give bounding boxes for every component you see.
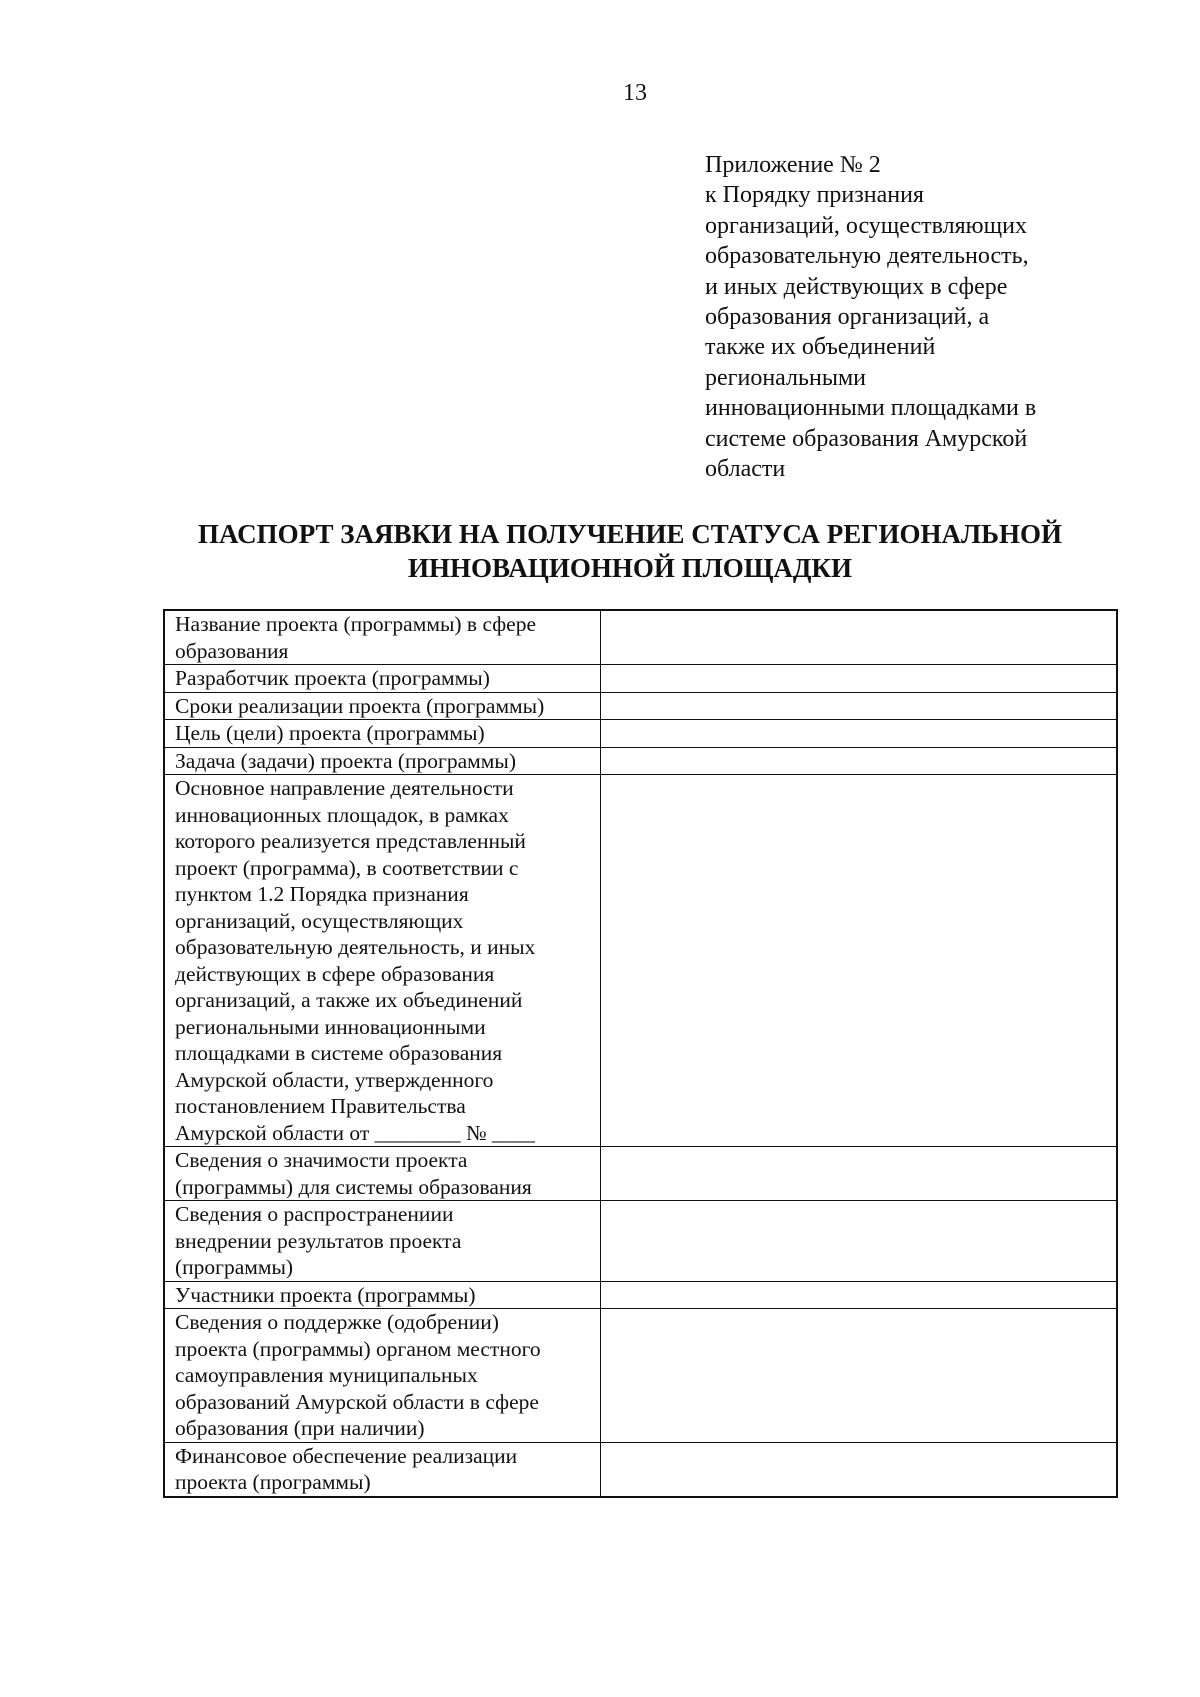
label-line: инновационных площадок, в рамках <box>175 802 509 827</box>
row-value[interactable] <box>601 1147 1116 1200</box>
table-row <box>165 719 1116 747</box>
appendix-line: инновационными площадками в <box>705 395 1037 422</box>
appendix-line: Приложение № 2 <box>705 152 881 178</box>
title-line: ИННОВАЦИОННОЙ ПЛОЩАДКИ <box>408 553 852 583</box>
label-line: постановлением Правительства <box>175 1094 466 1118</box>
label-line: образовательную деятельность, и иных <box>175 935 536 959</box>
table-row <box>165 692 1116 720</box>
label-line: организаций, а также их объединений <box>175 988 523 1012</box>
label-line: региональными инновационными <box>175 1014 486 1039</box>
row-value[interactable] <box>601 720 1116 747</box>
label-line: Амурской области, утвержденного <box>175 1067 494 1092</box>
label-line: пунктом 1.2 Порядка признания <box>175 882 469 906</box>
label-line: Сведения о поддержке (одобрении) <box>175 1310 499 1334</box>
label-line: которого реализуется представленный <box>175 829 526 853</box>
table-row <box>165 747 1116 775</box>
row-label <box>165 775 601 1146</box>
label-line: Задача (задачи) проекта (программы) <box>175 748 516 773</box>
table-row <box>165 1308 1116 1442</box>
title-line: ПАСПОРТ ЗАЯВКИ НА ПОЛУЧЕНИЕ СТАТУСА РЕГИОНАЛЬНОЙ <box>198 519 1062 549</box>
table-row <box>165 1442 1116 1496</box>
label-line: площадками в системе образования <box>175 1041 503 1065</box>
label-line: Сведения о значимости проекта <box>175 1148 468 1172</box>
appendix-note <box>705 150 1105 484</box>
label-line: Основное направление деятельности <box>175 776 514 800</box>
label-line: Участники проекта (программы) <box>175 1282 476 1307</box>
table-row <box>165 1200 1116 1281</box>
appendix-line: образования организаций, а <box>705 304 990 331</box>
label-line: образования <box>175 638 289 663</box>
table-row <box>165 774 1116 1146</box>
appendix-line: системе образования Амурской <box>705 425 1028 452</box>
passport-table <box>163 609 1118 1498</box>
row-value[interactable] <box>601 1201 1116 1281</box>
row-label <box>165 1147 601 1200</box>
label-line: Финансовое обеспечение реализации <box>175 1443 518 1468</box>
label-line: Сроки реализации проекта (программы) <box>175 693 545 718</box>
table-row <box>165 1281 1116 1309</box>
label-line: Цель (цели) проекта (программы) <box>175 721 485 745</box>
appendix-line: региональными <box>705 364 866 391</box>
row-value[interactable] <box>601 611 1116 664</box>
label-line: Название проекта (программы) в сфере <box>175 612 537 636</box>
label-line: проекта (программы) органом местного <box>175 1336 541 1361</box>
row-label <box>165 693 601 720</box>
table-row <box>165 1146 1116 1200</box>
row-value[interactable] <box>601 1282 1116 1309</box>
appendix-line: к Порядку признания <box>705 182 924 209</box>
page-number: 13 <box>623 80 647 106</box>
row-label <box>165 748 601 775</box>
table-row <box>165 664 1116 692</box>
row-value[interactable] <box>601 775 1116 1146</box>
label-line: (программы) для системы образования <box>175 1174 532 1199</box>
label-line: действующих в сфере образования <box>175 961 495 986</box>
row-label <box>165 611 601 664</box>
label-line: Сведения о распространениии <box>175 1202 454 1226</box>
row-label <box>165 1443 601 1496</box>
appendix-line: организаций, осуществляющих <box>705 212 1027 239</box>
row-value[interactable] <box>601 693 1116 720</box>
row-label <box>165 665 601 692</box>
row-label <box>165 1309 601 1442</box>
document-title <box>170 517 1090 585</box>
row-label <box>165 720 601 747</box>
appendix-line: образовательную деятельность, <box>705 243 1029 270</box>
row-label <box>165 1282 601 1309</box>
table-row <box>165 611 1116 664</box>
label-line: самоуправления муниципальных <box>175 1363 478 1387</box>
row-value[interactable] <box>601 665 1116 692</box>
row-value[interactable] <box>601 748 1116 775</box>
appendix-line: также их объединений <box>705 334 936 361</box>
label-line: проекта (программы) <box>175 1470 371 1494</box>
row-label <box>165 1201 601 1281</box>
label-line: организаций, осуществляющих <box>175 908 464 933</box>
appendix-line: области <box>705 456 786 483</box>
appendix-line: и иных действующих в сфере <box>705 273 1008 300</box>
label-line: образования (при наличии) <box>175 1416 425 1440</box>
label-line: Разработчик проекта (программы) <box>175 666 490 690</box>
label-line: образований Амурской области в сфере <box>175 1389 539 1414</box>
label-line: (программы) <box>175 1255 294 1279</box>
row-value[interactable] <box>601 1443 1116 1496</box>
label-line: внедрении результатов проекта <box>175 1228 462 1253</box>
row-value[interactable] <box>601 1309 1116 1442</box>
label-line: Амурской области от ________ № ____ <box>175 1120 535 1145</box>
label-line: проект (программа), в соответствии с <box>175 855 519 880</box>
